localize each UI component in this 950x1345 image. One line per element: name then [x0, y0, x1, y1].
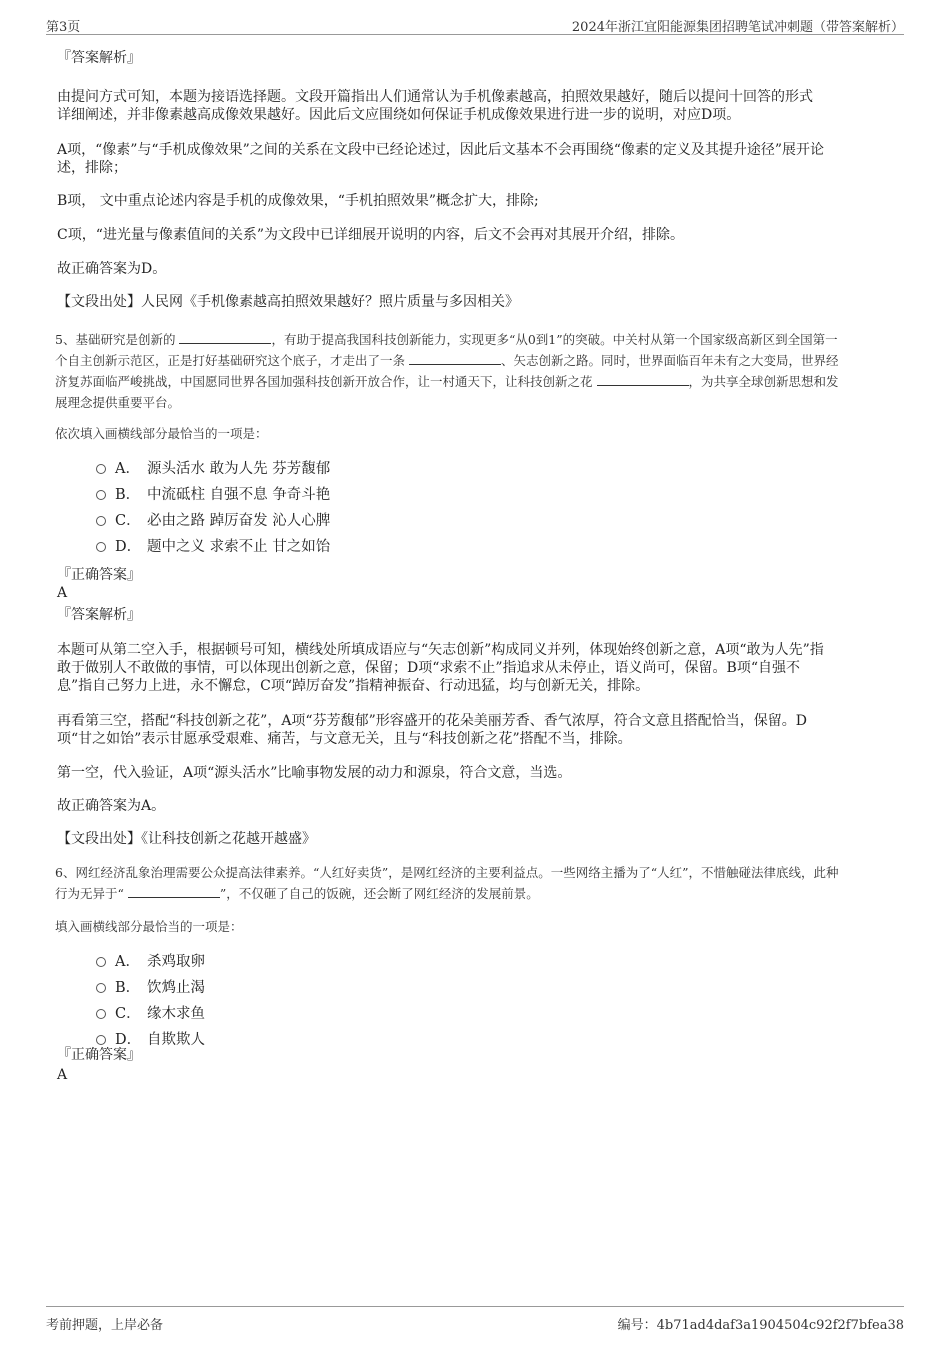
q6-stem	[55, 862, 893, 904]
q5-stem-line1: 5、基础研究是创新的 ，有助于提高我国科技创新能力，实现更多“从0到1”的突破。中关村从第一个国家级高新区到全国第一	[55, 332, 838, 347]
q5-analysis-p1-line1: 本题可从第二空入手，根据顿号可知，横线处所填成语应与“矢志创新”构成同义并列，体现始终创新之意，A项“敢为人先”指	[57, 642, 824, 658]
q4-analysis-p1	[57, 88, 885, 124]
q5-blank-3	[597, 373, 689, 386]
document-title: 2024年浙江宜阳能源集团招聘笔试冲刺题（带答案解析）	[571, 20, 904, 35]
q5-prompt: 依次填入画横线部分最恰当的一项是：	[55, 426, 268, 441]
q4-analysis-option-a-line2: 述，排除；	[57, 160, 127, 176]
q4-analysis-p1-line1: 由提问方式可知，本题为接语选择题。文段开篇指出人们通常认为手机像素越高，拍照效果越好，随后以提问十回答的形式	[57, 89, 813, 105]
q5-stem-line4: 展理念提供重要平台。	[55, 395, 181, 410]
radio-button-icon[interactable]	[96, 490, 106, 500]
q6-prompt: 填入画横线部分最恰当的一项是：	[55, 919, 243, 934]
q4-analysis-option-a-line1: A项，“像素”与“手机成像效果”之间的关系在文段中已经论述过，因此后文基本不会再围绕“像素的定义及其提升途径”展开论	[57, 142, 825, 158]
q5-analysis-p3: 第一空，代入验证，A项“源头活水”比喻事物发展的动力和源泉，符合文意，当选。	[57, 765, 572, 781]
q6-option-d[interactable]: D． 自欺欺人	[96, 1031, 205, 1049]
q6-option-a[interactable]: A． 杀鸡取卵	[96, 953, 205, 971]
q5-option-a[interactable]: A． 源头活水 敢为人先 芬芳馥郁	[96, 460, 330, 478]
q5-analysis-label: 『答案解析』	[57, 607, 141, 623]
radio-button-icon[interactable]	[96, 1009, 106, 1019]
q5-stem-line3: 济复苏面临严峻挑战，中国愿同世界各国加强科技创新开放合作，让一村通天下，让科技创新之花 ，为共享全球创新思想和发	[55, 374, 839, 389]
q5-option-c[interactable]: C． 必由之路 踔厉奋发 沁人心脾	[96, 512, 330, 530]
q6-stem-line1: 6、网红经济乱象治理需要公众提高法律素养。“人红好卖货”，是网红经济的主要利益点。一些网络主播为了“人红”，不惜触碰法律底线，此种	[55, 865, 839, 880]
q5-blank-1	[179, 331, 271, 344]
q5-answer-label: 『正确答案』	[57, 567, 141, 583]
q4-analysis-p1-line2: 详细阐述，并非像素越高成像效果越好。因此后文应围绕如何保证手机成像效果进行进一步的说明，对应D项。	[57, 107, 741, 123]
q5-conclusion: 故正确答案为A。	[57, 798, 166, 814]
q4-conclusion: 故正确答案为D。	[57, 261, 167, 277]
q5-stem-line2: 个自主创新示范区，正是打好基础研究这个底子，才走出了一条 、矢志创新之路。同时，世界面临百年未有之大变局，世界经	[55, 353, 839, 368]
footer-slogan: 考前押题，上岸必备	[46, 1318, 164, 1333]
q5-option-b[interactable]: B． 中流砥柱 自强不息 争奇斗艳	[96, 486, 330, 504]
radio-button-icon[interactable]	[96, 983, 106, 993]
q5-analysis-p2	[57, 712, 885, 748]
q6-answer: A	[57, 1067, 68, 1083]
q4-analysis-label: 『答案解析』	[57, 50, 141, 66]
q5-option-d[interactable]: D． 题中之义 求索不止 甘之如饴	[96, 538, 330, 556]
q6-option-b[interactable]: B． 饮鸩止渴	[96, 979, 205, 997]
q5-source: 【文段出处】《让科技创新之花越开越盛》	[57, 831, 316, 847]
q4-analysis-option-c: C项，“进光量与像素值间的关系”为文段中已详细展开说明的内容，后文不会再对其展开介绍，排除。	[57, 227, 685, 243]
q5-analysis-p1-line2: 敢于做别人不敢做的事情，可以体现出创新之意，保留；D项“求索不止”指追求从未停止，语义尚可，保留。B项“自强不	[57, 660, 800, 676]
radio-button-icon[interactable]	[96, 542, 106, 552]
q4-source: 【文段出处】人民网《手机像素越高拍照效果越好？照片质量与多因相关》	[57, 294, 519, 310]
page-header	[46, 14, 904, 35]
q5-analysis-p2-line2: 项“甘之如饴”表示甘愿承受艰难、痛苦，与文意无关，且与“科技创新之花”搭配不当，排除。	[57, 731, 632, 747]
radio-button-icon[interactable]	[96, 1035, 106, 1045]
radio-button-icon[interactable]	[96, 464, 106, 474]
q5-blank-2	[409, 352, 501, 365]
q6-stem-line2: 行为无异于“ ”，不仅砸了自己的饭碗，还会断了网红经济的发展前景。	[55, 886, 539, 901]
q5-analysis-p1	[57, 641, 885, 695]
q6-blank	[128, 885, 220, 898]
q5-answer: A	[57, 585, 68, 601]
q5-analysis-p2-line1: 再看第三空，搭配“科技创新之花”，A项“芬芳馥郁”形容盛开的花朵美丽芳香、香气浓厚，符合文意且搭配恰当，保留。D	[57, 713, 807, 729]
q6-option-c[interactable]: C． 缘木求鱼	[96, 1005, 205, 1023]
q5-stem	[55, 329, 893, 413]
page-number: 第3页	[46, 20, 81, 35]
page-footer	[46, 1306, 904, 1331]
q6-answer-label: 『正确答案』	[57, 1047, 141, 1063]
radio-button-icon[interactable]	[96, 516, 106, 526]
q4-analysis-option-b: B项， 文中重点论述内容是手机的成像效果，“手机拍照效果”概念扩大，排除;	[57, 193, 539, 209]
radio-button-icon[interactable]	[96, 957, 106, 967]
q4-analysis-option-a	[57, 141, 885, 177]
document-id: 编号：4b71ad4daf3a1904504c92f2f7bfea38	[617, 1318, 904, 1333]
q5-analysis-p1-line3: 息”指自己努力上进，永不懈怠，C项“踔厉奋发”指精神振奋、行动迅猛，均与创新无关，排除。	[57, 678, 650, 694]
